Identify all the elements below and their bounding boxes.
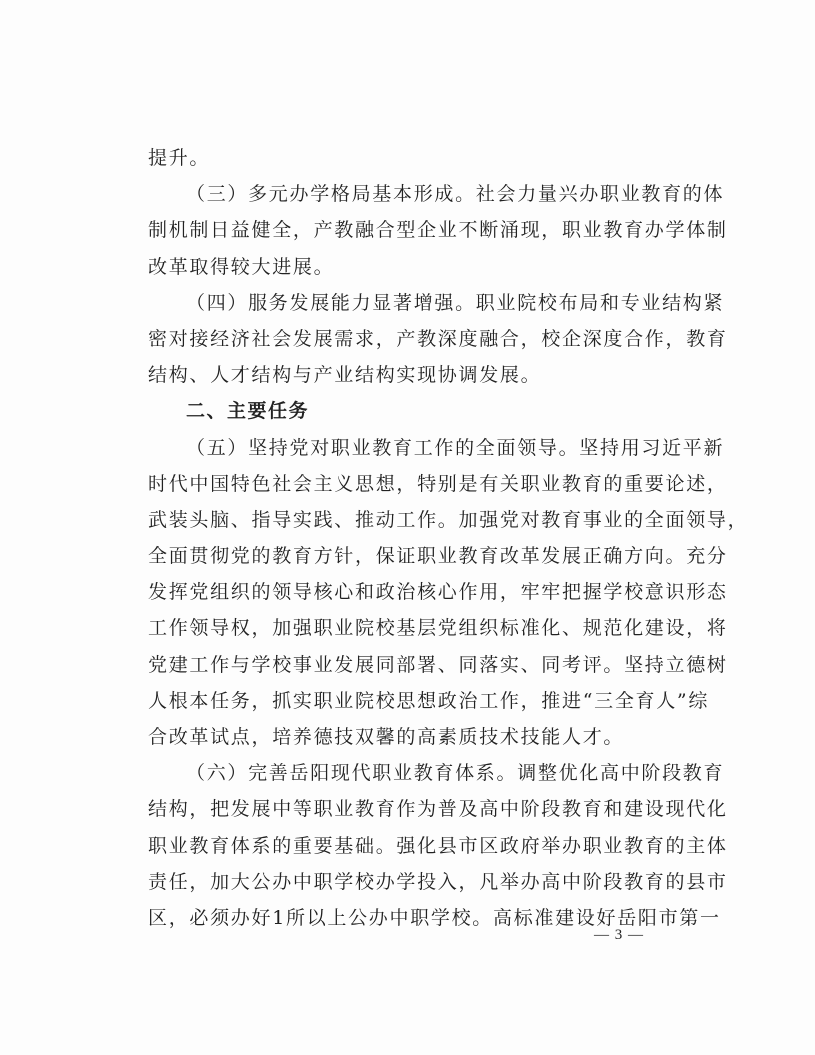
text-line: 区，必须办好1所以上公办中职学校。高标准建设好岳阳市第一 xyxy=(148,906,721,929)
text-line: 改革取得较大进展。 xyxy=(148,255,335,278)
text-line: 制机制日益健全，产教融合型企业不断涌现，职业教育办学体制 xyxy=(148,219,728,242)
section-heading: 二、主要任务 xyxy=(186,400,310,423)
page-number: — 3 — xyxy=(594,927,644,943)
text-line: 全面贯彻党的教育方针，保证职业教育改革发展正确方向。充分 xyxy=(148,545,728,568)
text-line: 时代中国特色社会主义思想，特别是有关职业教育的重要论述， xyxy=(148,472,728,495)
text-line: （三）多元办学格局基本形成。社会力量兴办职业教育的体 xyxy=(186,183,725,206)
text-line: 结构、人才结构与产业结构实现协调发展。 xyxy=(148,364,542,387)
text-line: 工作领导权，加强职业院校基层党组织标准化、规范化建设，将 xyxy=(148,617,728,640)
text-line: 密对接经济社会发展需求，产教深度融合，校企深度合作，教育 xyxy=(148,327,728,350)
text-line: 党建工作与学校事业发展同部署、同落实、同考评。坚持立德树 xyxy=(148,653,728,676)
text-line: 责任，加大公办中职学校办学投入，凡举办高中阶段教育的县市 xyxy=(148,870,728,893)
text-line: 结构，把发展中等职业教育作为普及高中阶段教育和建设现代化 xyxy=(148,798,728,821)
text-line: （四）服务发展能力显著增强。职业院校布局和专业结构紧 xyxy=(186,291,725,314)
text-line: （五）坚持党对职业教育工作的全面领导。坚持用习近平新 xyxy=(186,436,725,459)
document-body xyxy=(148,140,749,936)
text-line: （六）完善岳阳现代职业教育体系。调整优化高中阶段教育 xyxy=(186,762,725,785)
text-line: 发挥党组织的领导核心和政治核心作用，牢牢把握学校意识形态 xyxy=(148,581,728,604)
text-line: 职业教育体系的重要基础。强化县市区政府举办职业教育的主体 xyxy=(148,834,728,857)
text-line: 武装头脑、指导实践、推动工作。加强党对教育事业的全面领导， xyxy=(148,508,749,531)
text-line: 合改革试点，培养德技双馨的高素质技术技能人才。 xyxy=(148,726,625,748)
text-line: 人根本任务，抓实职业院校思想政治工作，推进“三全育人”综 xyxy=(148,689,710,712)
text-line: 提升。 xyxy=(148,147,211,169)
